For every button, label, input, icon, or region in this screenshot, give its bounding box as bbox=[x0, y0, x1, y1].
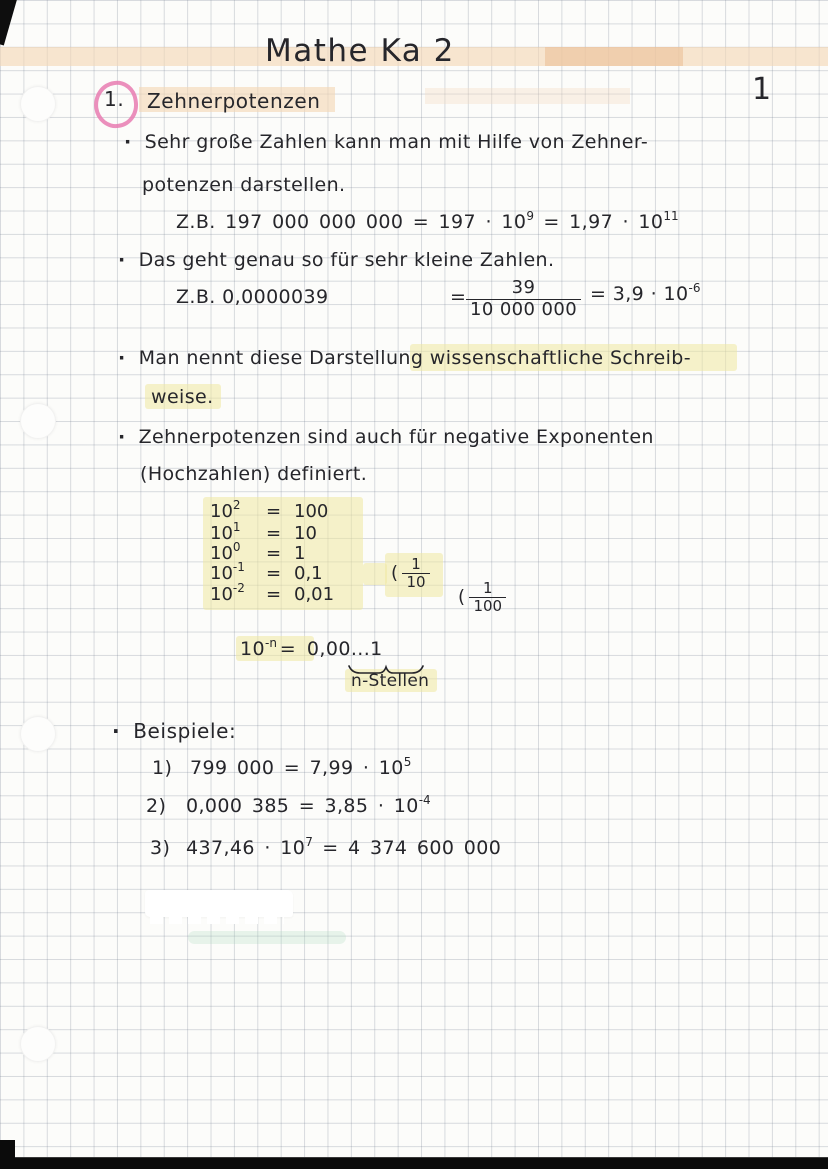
note-line bbox=[118, 426, 654, 448]
fraction-numerator: 1 bbox=[411, 555, 421, 573]
rule-value: 0,00...1 bbox=[306, 638, 383, 660]
power-base: 10 bbox=[210, 584, 233, 605]
power-value: 1 bbox=[294, 543, 306, 564]
power-base: 10 bbox=[210, 563, 233, 584]
note-text: Man nennt diese Darstellung bbox=[138, 347, 430, 369]
power-base: 10 bbox=[210, 501, 233, 522]
scan-artifact-top-left bbox=[0, 0, 21, 46]
note-text-highlighted: wissenschaftliche Schreib- bbox=[429, 347, 691, 369]
example-item bbox=[146, 795, 431, 817]
power-base: 10 bbox=[210, 523, 233, 544]
exponent: -6 bbox=[688, 281, 701, 295]
fraction-numerator: 39 bbox=[511, 277, 536, 298]
whiteout-correction-edge bbox=[150, 915, 284, 924]
formula-text: = 3,9 · 10 bbox=[590, 283, 689, 305]
examples-title: Beispiele: bbox=[133, 719, 237, 743]
power-row bbox=[210, 498, 329, 522]
fraction-one-tenth bbox=[391, 556, 430, 592]
fraction-numerator: 1 bbox=[482, 579, 493, 597]
power-row bbox=[210, 520, 317, 544]
note-line bbox=[118, 249, 554, 271]
example-number: 1) bbox=[152, 757, 173, 779]
formula-result bbox=[590, 283, 700, 305]
power-exponent: -1 bbox=[232, 560, 245, 574]
power-value: 100 bbox=[294, 501, 329, 522]
heading-row-faint-patch bbox=[425, 88, 630, 104]
power-exponent: 1 bbox=[232, 520, 241, 534]
hole-punch bbox=[20, 1026, 56, 1062]
note-text: Sehr große Zahlen kann man mit Hilfe von Zehner- bbox=[144, 131, 649, 153]
equals-sign: = bbox=[266, 501, 282, 522]
page-number: 1 bbox=[752, 72, 772, 107]
power-exponent: -n bbox=[264, 636, 277, 650]
formula-text: 799 000 = 7,99 · 10 bbox=[190, 757, 404, 779]
fraction-denominator: 100 bbox=[469, 597, 506, 615]
note-line: weise. bbox=[151, 386, 214, 408]
power-value: 10 bbox=[294, 523, 317, 544]
equals-sign: = bbox=[266, 584, 282, 605]
bullet-dot: · bbox=[118, 426, 126, 448]
highlight-powers-bridge bbox=[363, 563, 387, 585]
power-value: 0,01 bbox=[294, 584, 335, 605]
exponent: -4 bbox=[418, 793, 431, 807]
note-line bbox=[124, 131, 648, 153]
underbrace-label: n-Stellen bbox=[351, 671, 430, 691]
equals-sign: = bbox=[279, 638, 297, 660]
example-formula bbox=[186, 795, 431, 817]
formula-text: 0,000 385 = 3,85 · 10 bbox=[186, 795, 419, 817]
example-item bbox=[150, 837, 501, 859]
exponent: 5 bbox=[403, 755, 412, 769]
examples-heading bbox=[112, 719, 236, 743]
fraction-39-over-10000000 bbox=[466, 278, 581, 320]
equals-sign: = bbox=[266, 523, 282, 544]
scan-edge-bottom bbox=[0, 1157, 828, 1169]
exponent: 7 bbox=[305, 835, 313, 849]
power-exponent: 0 bbox=[232, 540, 241, 554]
whiteout-correction bbox=[145, 890, 293, 917]
erased-text-smear bbox=[188, 931, 346, 944]
bullet-dot: · bbox=[112, 719, 121, 743]
bullet-dot: · bbox=[118, 347, 126, 369]
equals-sign: = bbox=[450, 286, 467, 308]
power-exponent: -2 bbox=[232, 581, 245, 595]
power-value: 0,1 bbox=[294, 563, 323, 584]
section-heading: Zehnerpotenzen bbox=[147, 89, 321, 113]
power-base: 10 bbox=[240, 638, 265, 660]
formula-text: = 1,97 · 10 bbox=[533, 211, 664, 233]
bullet-dot: · bbox=[118, 249, 126, 271]
note-line bbox=[118, 347, 691, 369]
power-row bbox=[210, 560, 323, 584]
scan-artifact-bottom-left bbox=[0, 1140, 15, 1169]
hole-punch bbox=[20, 86, 56, 122]
note-line: (Hochzahlen) definiert. bbox=[140, 463, 368, 485]
exponent: 9 bbox=[526, 209, 534, 223]
formula-text: Z.B. 197 000 000 000 = 197 · 10 bbox=[176, 211, 527, 233]
example-item bbox=[152, 757, 411, 779]
bullet-dot: · bbox=[124, 131, 132, 153]
paren: ( bbox=[391, 562, 399, 584]
section-number: 1. bbox=[104, 87, 125, 111]
paren: ( bbox=[458, 586, 466, 608]
power-row bbox=[210, 581, 335, 605]
example-formula bbox=[190, 757, 411, 779]
formula-text: 437,46 · 10 bbox=[186, 837, 306, 859]
note-text: Das geht genau so für sehr kleine Zahlen. bbox=[138, 249, 555, 271]
note-line: potenzen darstellen. bbox=[142, 174, 346, 196]
general-rule bbox=[240, 638, 383, 660]
formula-small-number: Z.B. 0,0000039 bbox=[176, 286, 329, 308]
title-highlight-dark-patch bbox=[545, 47, 683, 66]
hole-punch bbox=[20, 403, 56, 439]
example-number: 3) bbox=[150, 837, 171, 859]
equals-sign: = bbox=[266, 543, 282, 564]
formula-text: = 4 374 600 000 bbox=[312, 837, 502, 859]
note-text: Zehnerpotenzen sind auch für negative Exponenten bbox=[138, 426, 654, 448]
example-formula bbox=[186, 837, 501, 859]
hole-punch bbox=[20, 716, 56, 752]
power-exponent: 2 bbox=[232, 498, 241, 512]
equals-sign: = bbox=[266, 563, 282, 584]
fraction-denominator: 10 000 000 bbox=[466, 299, 581, 321]
fraction-denominator: 10 bbox=[402, 573, 429, 591]
exponent: 11 bbox=[663, 209, 679, 223]
page-title: Mathe Ka 2 bbox=[265, 33, 455, 69]
example-number: 2) bbox=[146, 795, 167, 817]
formula-big-number bbox=[176, 211, 679, 233]
power-base: 10 bbox=[210, 543, 233, 564]
fraction-one-hundredth bbox=[458, 580, 506, 616]
power-row bbox=[210, 540, 306, 564]
